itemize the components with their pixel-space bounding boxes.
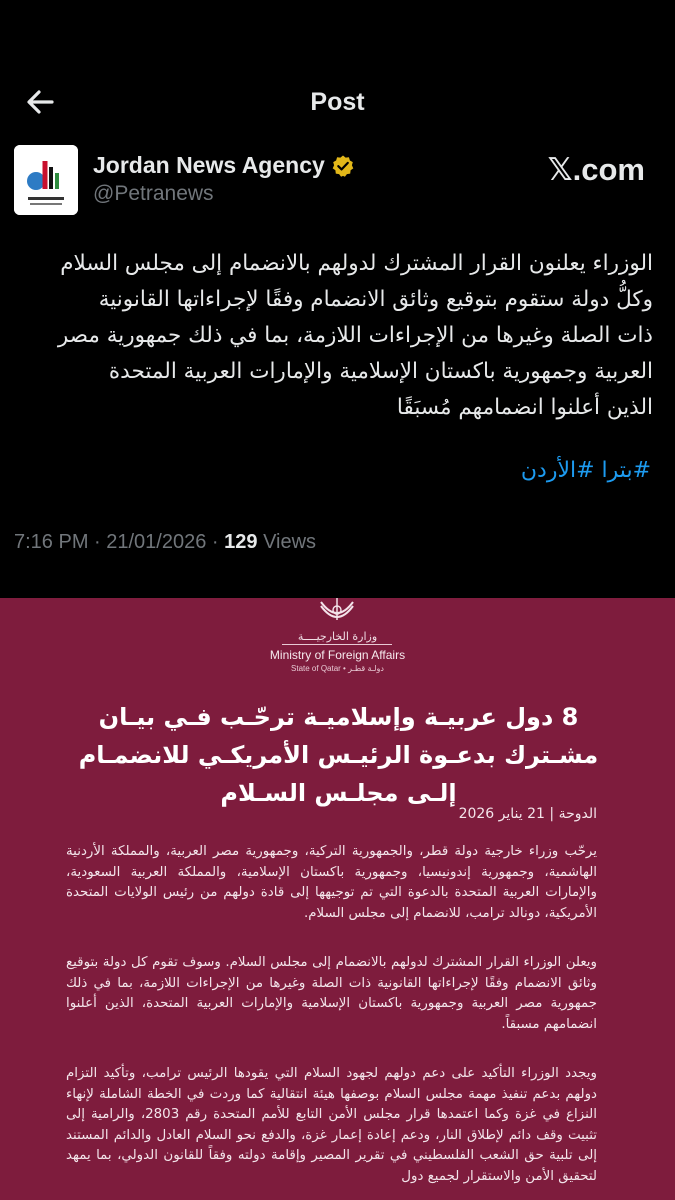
post-text: الوزراء يعلنون القرار المشترك لدولهم بالانضمام إلى مجلس السلام وكلُّ دولة ستقوم بتوقيع وثائق الانضمام وفقًا لإجراءاتها القانونية ذات الصلة وغيرها من الإجراءات اللازمة، بما في ذلك جمهورية مصر العربية وجمهورية باكستان الإسلامية والإمارات العربية المتحدة الذين أعلنوا انضمامهم مُسبَقًا — [57, 251, 653, 420]
account-name[interactable]: Jordan News Agency — [93, 152, 325, 178]
account-name-row — [93, 152, 355, 179]
avatar[interactable] — [14, 145, 78, 215]
document-headline: 8 دول عربيـة وإسلاميـة ترحّـب فـي بيـان مشـترك بدعـوة الرئيـس الأمريكـي للانضمـام إلـى مجلـس السـلام — [78, 703, 599, 807]
qatar-emblem-icon — [313, 598, 361, 624]
page-title: Post — [310, 88, 365, 116]
attached-image[interactable] — [0, 598, 675, 1200]
state-of-qatar: State of Qatar • دولـة قطـر — [291, 664, 384, 673]
verified-badge-icon — [331, 154, 355, 178]
ministry-divider — [282, 644, 392, 645]
post-meta — [14, 531, 316, 554]
document-dateline: الدوحة | 21 يناير 2026 — [458, 806, 597, 822]
post-time: 7:16 PM · 21/01/2026 · — [14, 531, 225, 553]
views-count: 129 — [224, 531, 258, 553]
ministry-name-english: Ministry of Foreign Affairs — [269, 648, 406, 662]
document-paragraph: يرحّب وزراء خارجية دولة قطر، والجمهورية التركية، وجمهورية مصر العربية، والمملكة الأردنية الهاشمية، وجمهورية إندونيسيا، وجمهورية باكستان الإسلامية، والمملكة العربية السعودية، والإمارات العربية المتحدة بالدعوة التي تم توجيهها إلى قادة دولهم من رئيس الولايات المتحدة الأمريكية، دونالد ترامب، للانضمام إلى مجلس السلام. — [66, 844, 597, 921]
account-handle[interactable]: @Petranews — [93, 182, 214, 205]
ministry-name-arabic: وزارة الخارجيــــة — [297, 630, 378, 643]
top-bar — [0, 78, 675, 128]
document-paragraph: ويعلن الوزراء القرار المشترك لدولهم بالانضمام إلى مجلس السلام. وسوف تقوم كل دولة بتوقيع وثائق الانضمام وفقًا لإجراءاتها القانونية ذات الصلة وغيرها من الإجراءات اللازمة، بما في ذلك جمهورية مصر العربية وجمهورية باكستان الإسلامية والإمارات العربية المتحدة، الذين أعلنوا انضمامهم مسبقاً. — [66, 955, 597, 1032]
x-watermark: 𝕏.com — [547, 152, 645, 187]
views-label: Views — [257, 531, 317, 553]
petra-logo-icon — [14, 145, 78, 215]
document-paragraph: ويجدد الوزراء التأكيد على دعم دولهم لجهود السلام التي يقودها الرئيس ترامب، وتأكيد التزام دولهم بدعم تنفيذ مهمة مجلس السلام بوصفها هيئة انتقالية كما وردت في الخطة الشاملة لإنهاء النزاع في غزة وكما اعتمدها قرار مجلس الأمن التابع للأمم المتحدة رقم 2803، والرامية إلى تثبيت وقف دائم لإطلاق النار، ودعم إعادة إعمار غزة، والدفع نحو السلام العادل والدائم المستند إلى تلبية حق الشعب الفلسطيني في تقرير المصير وإقامة دولته وفقاً للقانون الدولي، بما يمهد لتحقيق الأمن والاستقرار لجميع دول — [66, 1066, 597, 1184]
hashtags-link[interactable]: #بترا #الأردن — [520, 458, 651, 483]
